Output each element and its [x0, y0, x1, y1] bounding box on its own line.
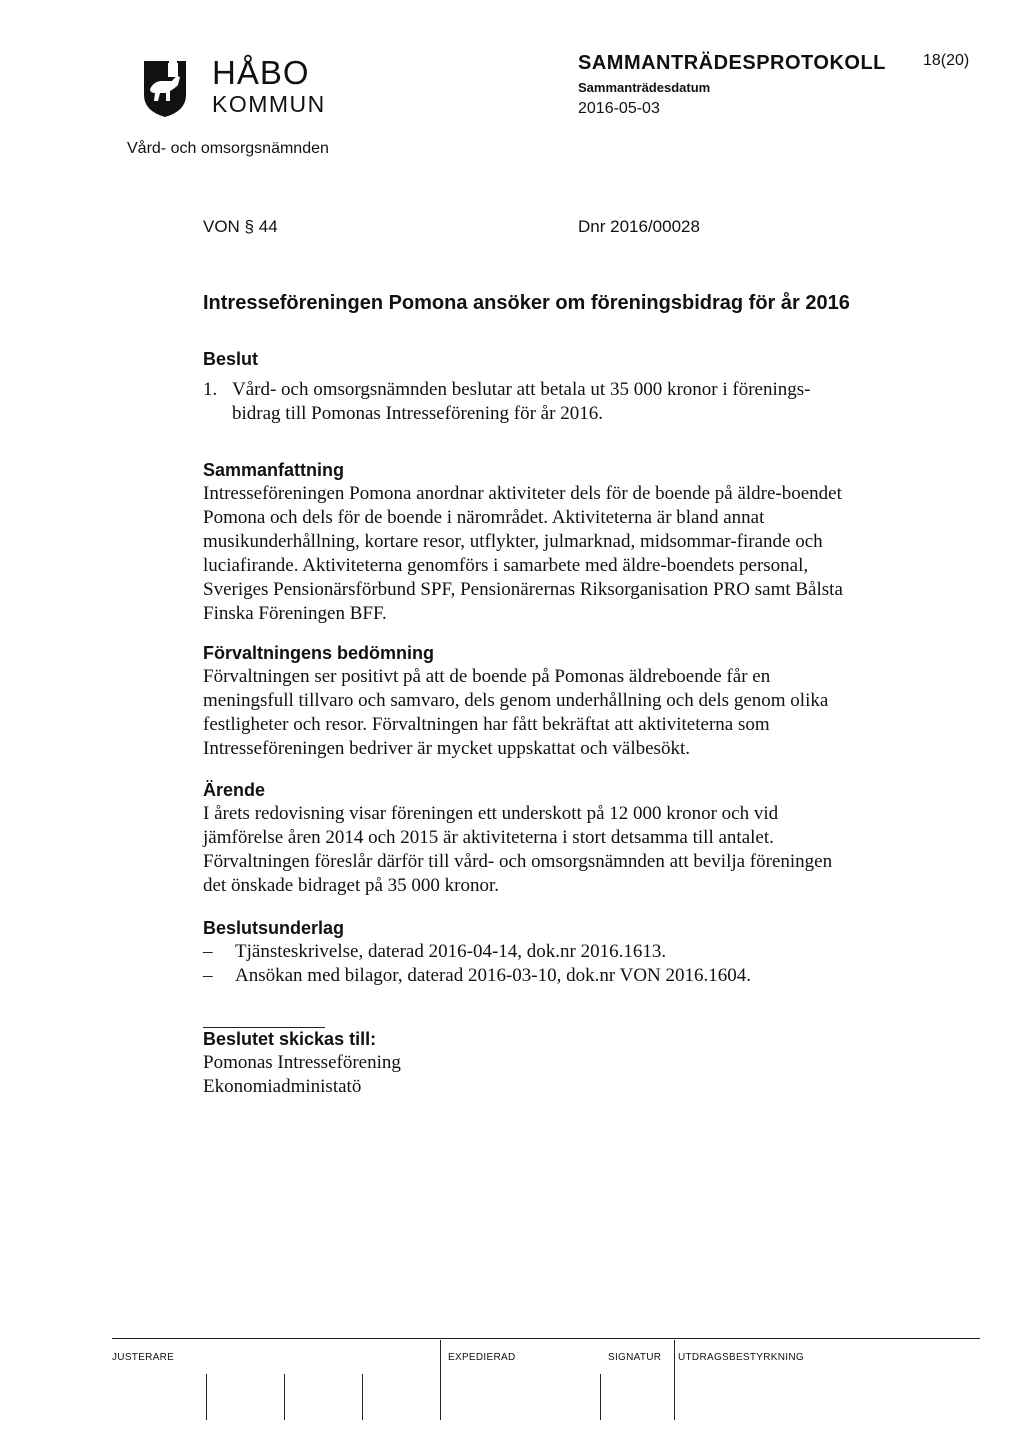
recipients-heading: Beslutet skickas till:: [203, 1029, 377, 1049]
signature-line: [206, 1374, 207, 1420]
recipient-item: Pomonas Intresseförening: [203, 1052, 401, 1073]
recipients-list: [203, 1051, 853, 1099]
org-subtitle: KOMMUN: [212, 91, 326, 117]
underlag-item-text: Tjänsteskrivelse, daterad 2016-04-14, dok.nr 2016.1613.: [235, 941, 667, 962]
beslut-heading: Beslut: [203, 349, 259, 369]
meeting-date-label: Sammanträdesdatum: [578, 80, 711, 95]
footer-top-rule: [112, 1338, 980, 1339]
signature-block: [112, 1338, 980, 1428]
expedierad-label: EXPEDIERAD: [448, 1352, 516, 1363]
justerare-label: JUSTERARE: [112, 1352, 175, 1363]
list-item: [203, 940, 853, 964]
page-number: 18(20): [923, 52, 970, 69]
org-name: HÅBO: [212, 54, 310, 91]
sammanfattning-heading: Sammanfattning: [203, 460, 345, 480]
beslut-item-number: 1.: [203, 379, 218, 400]
underlag-item-text: Ansökan med bilagor, daterad 2016-03-10, dok.nr VON 2016.1604.: [235, 965, 752, 986]
signature-line: [600, 1374, 601, 1420]
arende-text: I årets redovisning visar föreningen ett underskott på 12 000 kronor och vid jämförelse åren 2014 och 2015 är aktiviteterna i stort detsamma till antalet. Förvaltningen föreslår därför till vård- och omsorgsnämnden att bevilja föreningen det önskade bidraget på 35 000 kronor.: [203, 803, 833, 896]
dash-bullet: –: [203, 965, 213, 986]
diary-number: Dnr 2016/00028: [578, 217, 700, 236]
forvaltning-heading: Förvaltningens bedömning: [203, 643, 435, 663]
arende-heading: Ärende: [203, 780, 266, 800]
column-divider: [440, 1340, 441, 1420]
signature-line: [284, 1374, 285, 1420]
beslut-item: [203, 378, 857, 426]
dash-bullet: –: [203, 941, 213, 962]
section-id: VON § 44: [203, 217, 278, 236]
underlag-heading: Beslutsunderlag: [203, 918, 345, 938]
document-type: SAMMANTRÄDESPROTOKOLL: [578, 52, 886, 74]
column-divider: [674, 1340, 675, 1420]
meeting-date: 2016-05-03: [578, 100, 660, 117]
list-item: [203, 964, 853, 988]
signature-line: [362, 1374, 363, 1420]
committee-name: Vård- och omsorgsnämnden: [127, 140, 329, 157]
page-title: Intresseföreningen Pomona ansöker om föreningsbidrag för år 2016: [203, 292, 850, 314]
habo-kommun-logo: [140, 55, 210, 119]
signatur-label: SIGNATUR: [608, 1352, 662, 1363]
recipient-item: Ekonomiadministatö: [203, 1076, 362, 1097]
beslut-item-text: Vård- och omsorgsnämnden beslutar att betala ut 35 000 kronor i förenings-bidrag till Pomonas Intresseförening för år 2016.: [232, 379, 811, 424]
utdragsbestyrkning-label: UTDRAGSBESTYRKNING: [678, 1352, 804, 1363]
forvaltning-text: Förvaltningen ser positivt på att de boende på Pomonas äldreboende får en meningsfull tillvaro och samvaro, dels genom underhållning och dels genom olika festligheter och resor. Förvaltningen har fått bekräftat att aktiviteterna som Intresseföreningen bedriver är mycket uppskattat och välbesökt.: [203, 666, 829, 759]
sammanfattning-text: Intresseföreningen Pomona anordnar aktiviteter dels för de boende på äldre-boendet Pomona och dels för de boende i närområdet. Aktiviteterna är bland annat musikunderhållning, kortare resor, utflykter, julmarknad, midsommar-firande och luciafirande. Aktiviteterna genomförs i samarbete med äldre-boendets personal, Sveriges Pensionärsförbund SPF, Pensionärernas Riksorganisation PRO samt Bålsta Finska Föreningen BFF.: [203, 483, 843, 624]
underlag-list: [203, 940, 853, 988]
recipients-divider: [203, 1027, 325, 1028]
